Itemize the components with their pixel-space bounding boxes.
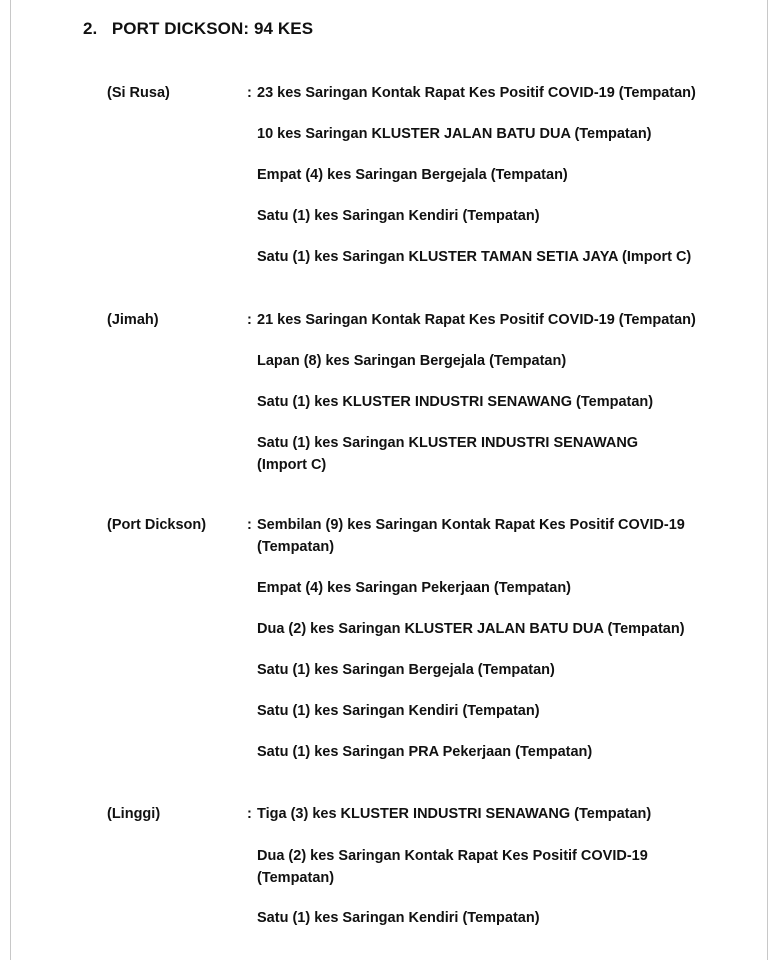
case-line: Lapan (8) kes Saringan Bergejala (Tempatan) [257, 353, 567, 369]
case-line: Satu (1) kes Saringan KLUSTER TAMAN SETIA JAYA (Import C) [257, 249, 692, 265]
case-line: Satu (1) kes Saringan Kendiri (Tempatan) [257, 208, 540, 224]
heading-count: 94 KES [253, 19, 314, 38]
case-line: 10 kes Saringan KLUSTER JALAN BATU DUA (Tempatan) [257, 126, 652, 142]
case-line: 23 kes Saringan Kontak Rapat Kes Positif COVID-19 (Tempatan) [257, 85, 696, 101]
case-line: Empat (4) kes Saringan Bergejala (Tempatan) [257, 167, 568, 183]
case-line: Satu (1) kes Saringan Kendiri (Tempatan) [257, 703, 540, 719]
area-label-jimah: (Jimah) [107, 312, 159, 328]
case-line: Satu (1) kes Saringan KLUSTER INDUSTRI SENAWANG (Import C) [257, 435, 639, 473]
case-line: Dua (2) kes Saringan KLUSTER JALAN BATU DUA (Tempatan) [257, 621, 685, 637]
case-line: Satu (1) kes Saringan PRA Pekerjaan (Tempatan) [257, 744, 593, 760]
case-line: Sembilan (9) kes Saringan Kontak Rapat Kes Positif COVID-19 (Tempatan) [257, 517, 685, 555]
heading-separator: : [243, 19, 250, 38]
case-line: 21 kes Saringan Kontak Rapat Kes Positif COVID-19 (Tempatan) [257, 312, 696, 328]
area-colon: : [247, 806, 252, 822]
case-line: Empat (4) kes Saringan Pekerjaan (Tempatan) [257, 580, 572, 596]
area-label-si-rusa: (Si Rusa) [107, 85, 170, 101]
case-line: Tiga (3) kes KLUSTER INDUSTRI SENAWANG (Tempatan) [257, 806, 652, 822]
page-heading [83, 19, 313, 39]
case-line: Dua (2) kes Saringan Kontak Rapat Kes Positif COVID-19 (Tempatan) [257, 848, 648, 886]
heading-number: 2. [83, 19, 98, 38]
area-label-linggi: (Linggi) [107, 806, 161, 822]
case-line: Satu (1) kes Saringan Kendiri (Tempatan) [257, 910, 540, 926]
area-colon: : [247, 85, 252, 101]
area-colon: : [247, 312, 252, 328]
case-line: Satu (1) kes KLUSTER INDUSTRI SENAWANG (Tempatan) [257, 394, 654, 410]
area-colon: : [247, 517, 252, 533]
heading-title: PORT DICKSON [111, 19, 244, 38]
case-line: Satu (1) kes Saringan Bergejala (Tempatan) [257, 662, 555, 678]
area-label-port-dickson: (Port Dickson) [107, 517, 207, 533]
